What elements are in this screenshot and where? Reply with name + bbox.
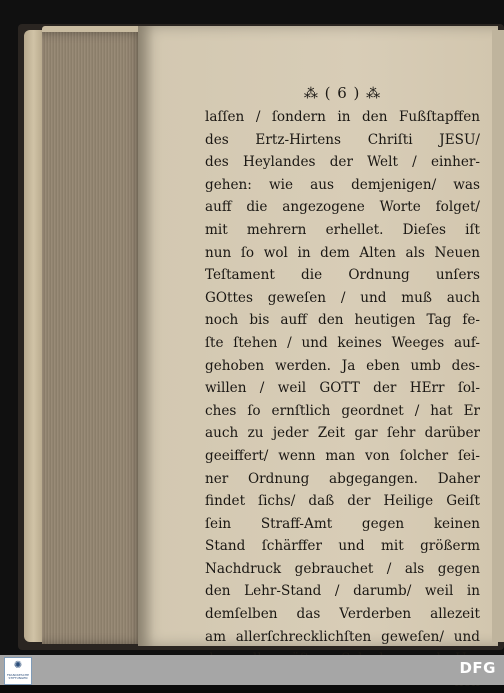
- logo-text: FRANCKESCHE STIFTUNGEN: [6, 673, 30, 680]
- text-line: ner Ordnung abgegangen. Daher: [205, 470, 480, 487]
- dfg-logo[interactable]: DFG: [459, 659, 496, 677]
- text-line: am allerſchrecklichſten geweſen/ und: [205, 628, 480, 645]
- logo-emblem-icon: ✺: [13, 660, 23, 671]
- ornament-left-icon: ⁂: [303, 86, 319, 102]
- text-line: ſein Straff-Amt gegen keinen: [205, 515, 480, 532]
- ornament-right-icon: ⁂: [366, 86, 382, 102]
- text-line: Teſtament die Ordnung unſers: [205, 267, 480, 284]
- text-line: den Lehr-Stand / darumb/ weil in: [205, 583, 480, 600]
- text-line: willen / weil GOTT der HErr ſol-: [205, 380, 480, 397]
- text-line: nun ſo wol in dem Alten als Neuen: [205, 244, 480, 261]
- text-line: noch bis auff den heutigen Tag fe-: [205, 312, 480, 329]
- text-line: gehen: wie aus demjenigen/ was: [205, 176, 480, 193]
- text-line: findet ſichs/ daß der Heilige Geiſt: [205, 493, 480, 510]
- text-line: auch zu jeder Zeit gar ſehr darüber: [205, 425, 480, 442]
- text-line: Nachdruck gebrauchet / als gegen: [205, 560, 480, 577]
- page-number: ( 6 ): [324, 84, 361, 102]
- text-line: Stand ſchärffer und mit größerm: [205, 538, 480, 555]
- text-line: ches ſo ernſtlich geordnet / hat Er: [205, 402, 480, 419]
- text-lines: [205, 106, 480, 693]
- text-line: gehoben werden. Ja eben umb des-: [205, 357, 480, 374]
- text-line: ſte ſtehen / und keines Weeges auf-: [205, 334, 480, 351]
- page-text-block: [205, 84, 480, 693]
- text-line: laſſen / ſondern in den Fußſtapffen: [205, 109, 480, 125]
- viewer-footer-bar: [0, 655, 504, 685]
- page-stack: [42, 32, 146, 644]
- page-header: [205, 84, 480, 102]
- text-line: GOttes geweſen / und muß auch: [205, 289, 480, 306]
- text-line: des Heylandes der Welt / einher-: [205, 154, 480, 171]
- text-line: demſelben das Verderben allezeit: [205, 606, 480, 623]
- text-line: geeiffert/ wenn man von ſolcher ſei-: [205, 447, 480, 464]
- francke-foundation-logo[interactable]: [4, 657, 32, 685]
- text-line: auff die angezogene Worte folget/: [205, 199, 480, 216]
- page-right-edge: [492, 30, 504, 642]
- text-line: des Ertz-Hirtens Chriſti JESU/: [205, 131, 480, 148]
- text-line: mit mehrern erhellet. Dieſes iſt: [205, 221, 480, 238]
